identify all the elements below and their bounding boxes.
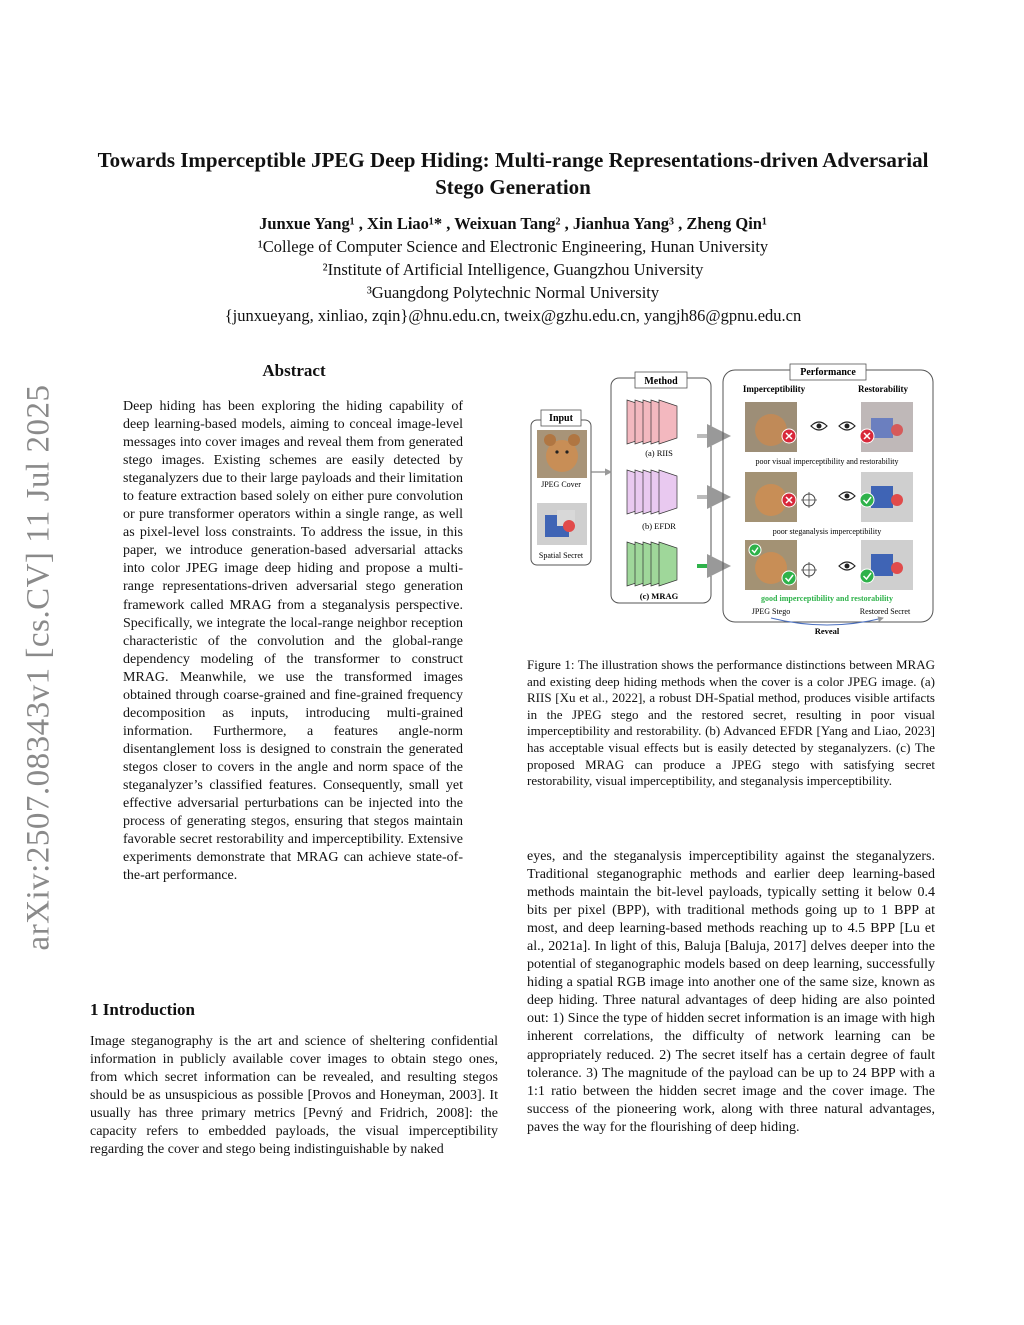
- input-label: Input: [549, 413, 573, 424]
- figure-caption: Figure 1: The illustration shows the performance distinctions between MRAG and existing deep hiding methods when the cover is a color JPEG image. (a) RIIS [Xu et al., 2022], a robust DH-Spatial method, produces visible artifacts in the JPEG stego and the restored secret, resulting in poor visual imperceptibility and restorability. (b) Advanced EFDR [Yang and Liao, 2023] has acceptable visual effects but is easily detected by steganalyzers. (c) The proposed MRAG can produce a JPEG stego with satisfying secret restorability, visual imperceptibility, and steganalysis imperceptibility.: [527, 657, 935, 789]
- introduction-text: Image steganography is the art and science of sheltering confidential information in publicly available cover images to obtain stego ones, from which secret information can be revealed, and resulting stegos should be as unsuspicious as possible [Provos and Honeyman, 2003]. It usually has three primary metrics [Pevný and Fridrich, 2008]: the capacity refers to embedded payloads, the visual imperceptibility regarding the cover and stego being indistinguishable by naked: [90, 1034, 498, 1158]
- restored-secret-label: Restored Secret: [859, 607, 911, 616]
- steganalyzer-icon: [801, 562, 817, 578]
- jpeg-stego-label: JPEG Stego: [751, 607, 791, 616]
- arxiv-id: arXiv:2507.08343v1 [cs.CV] 11 Jul 2025: [20, 384, 57, 950]
- author-block: [90, 212, 936, 327]
- restorability-label: Restorability: [858, 384, 908, 394]
- success-icon: [860, 569, 874, 583]
- note-a: poor visual imperceptibility and restorability: [755, 457, 899, 466]
- performance-label: Performance: [800, 367, 856, 378]
- steganalyzer-icon: [801, 492, 817, 508]
- right-column-text: eyes, and the steganalysis imperceptibility against the steganalyzers. Traditional steganographic methods and earlier deep learning-based methods maintain the bit-level payloads, typically setting it below 0.4 bits per pixel (BPP), with traditional methods going up to 1 BPP at most, and deep learning-based methods reaching up to 4.5 BPP [Lu et al., 2021a]. In light of this, Baluja [Baluja, 2017] delves deeper into the potential of steganographic models based on deep learning, successfully hiding a spatial RGB image into another one of the same size, known as deep hiding. Three natural advantages of deep hiding are also pointed out: 1) Since the type of hidden secret information is an image with high inherent correlations, the difficulty of network learning can be appropriately reduced. 2) The secret itself has a certain degree of fault tolerance. 3) The magnitude of the payload can be up to 24 BPP with a 1:1 ratio between the hidden secret image and the cover image. The success of the pioneering work, along with three natural advantages, paves the way for the flourishing of deep hiding.: [527, 849, 935, 1135]
- abstract-heading: Abstract: [262, 361, 326, 380]
- success-icon: [782, 571, 796, 585]
- section-heading-introduction: 1 Introduction: [90, 1000, 196, 1019]
- spatial-secret-image: [537, 503, 587, 545]
- method-b-label: (b) EFDR: [642, 521, 676, 531]
- paper-title: Towards Imperceptible JPEG Deep Hiding: Multi-range Representations-driven Adversarial Stego Generation: [97, 148, 929, 199]
- author-emails: {junxueyang, xinliao, zqin}@hnu.edu.cn, tweix@gzhu.edu.cn, yangjh86@gpnu.edu.cn: [224, 306, 802, 325]
- method-c-label: (c) MRAG: [639, 591, 679, 601]
- restored-image-a: [861, 402, 913, 452]
- fail-icon: [782, 429, 796, 443]
- eye-icon: [839, 562, 855, 570]
- imperceptibility-label: Imperceptibility: [742, 384, 806, 394]
- fail-icon: [860, 429, 874, 443]
- method-a-label: (a) RIIS: [645, 448, 673, 458]
- figure-1: [527, 360, 937, 640]
- reveal-label: Reveal: [814, 626, 840, 636]
- spatial-secret-label: Spatial Secret: [538, 551, 584, 560]
- affiliation-1: ¹College of Computer Science and Electronic Engineering, Hunan University: [257, 237, 769, 256]
- eye-icon: [839, 422, 855, 430]
- affiliation-3: ³Guangdong Polytechnic Normal University: [366, 283, 660, 302]
- jpeg-cover-image: [537, 430, 587, 478]
- stego-image-a: [745, 402, 797, 452]
- riis-network-icon: [627, 400, 677, 444]
- affiliation-2: ²Institute of Artificial Intelligence, Guangzhou University: [322, 260, 704, 279]
- efdr-network-icon: [627, 470, 677, 514]
- abstract-text: Deep hiding has been exploring the hiding capability of deep learning-based models, aiming to conceal image-level messages into cover images and reveal them from generated stego images. Existing schemes are easily detected by steganalyzers due to their large payloads and their limitation to feature extraction based solely on either pure convolution or pure transformer operators within a single range, as well as pixel-level loss constraints. To address the issue, in this paper, we introduce generation-based adversarial attacks into color JPEG image deep hiding and propose a multi-range representations-driven adversarial stego generation framework called MRAG from a steganalysis perspective. Specifically, we integrate the local-range neighbor reception characteristic of the convolution and the global-range dependency modeling of the transformer to construct MRAG. Meanwhile, we use the transformed images obtained through coarse-grained and fine-grained frequency decomposition as inputs, introducing multi-grained information. Furthermore, a features angle-norm disentanglement loss is designed to constrain the generated stegos closer to covers in the angle and norm space of the steganalyzer’s classified features. Consequently, small yet effective adversarial perturbations can be injected into the process of generating stegos, ensuring that stegos maintain favorable secret restorability and imperceptibility. Extensive experiments demonstrate that MRAG can achieve state-of-the-art performance.: [123, 399, 463, 884]
- method-label: Method: [644, 376, 678, 387]
- fail-icon: [782, 493, 796, 507]
- author-names: Junxue Yang¹ , Xin Liao¹* , Weixuan Tang² , Jianhua Yang³ , Zheng Qin¹: [259, 214, 767, 233]
- jpeg-cover-label: JPEG Cover: [541, 480, 581, 489]
- eye-icon: [811, 422, 827, 430]
- note-c: good imperceptibility and restorability: [761, 594, 893, 603]
- note-b: poor steganalysis imperceptibility: [772, 527, 882, 536]
- success-icon: [749, 544, 761, 556]
- mrag-network-icon: [627, 542, 677, 586]
- eye-icon: [839, 492, 855, 500]
- arxiv-watermark: [14, 378, 64, 956]
- success-icon: [860, 493, 874, 507]
